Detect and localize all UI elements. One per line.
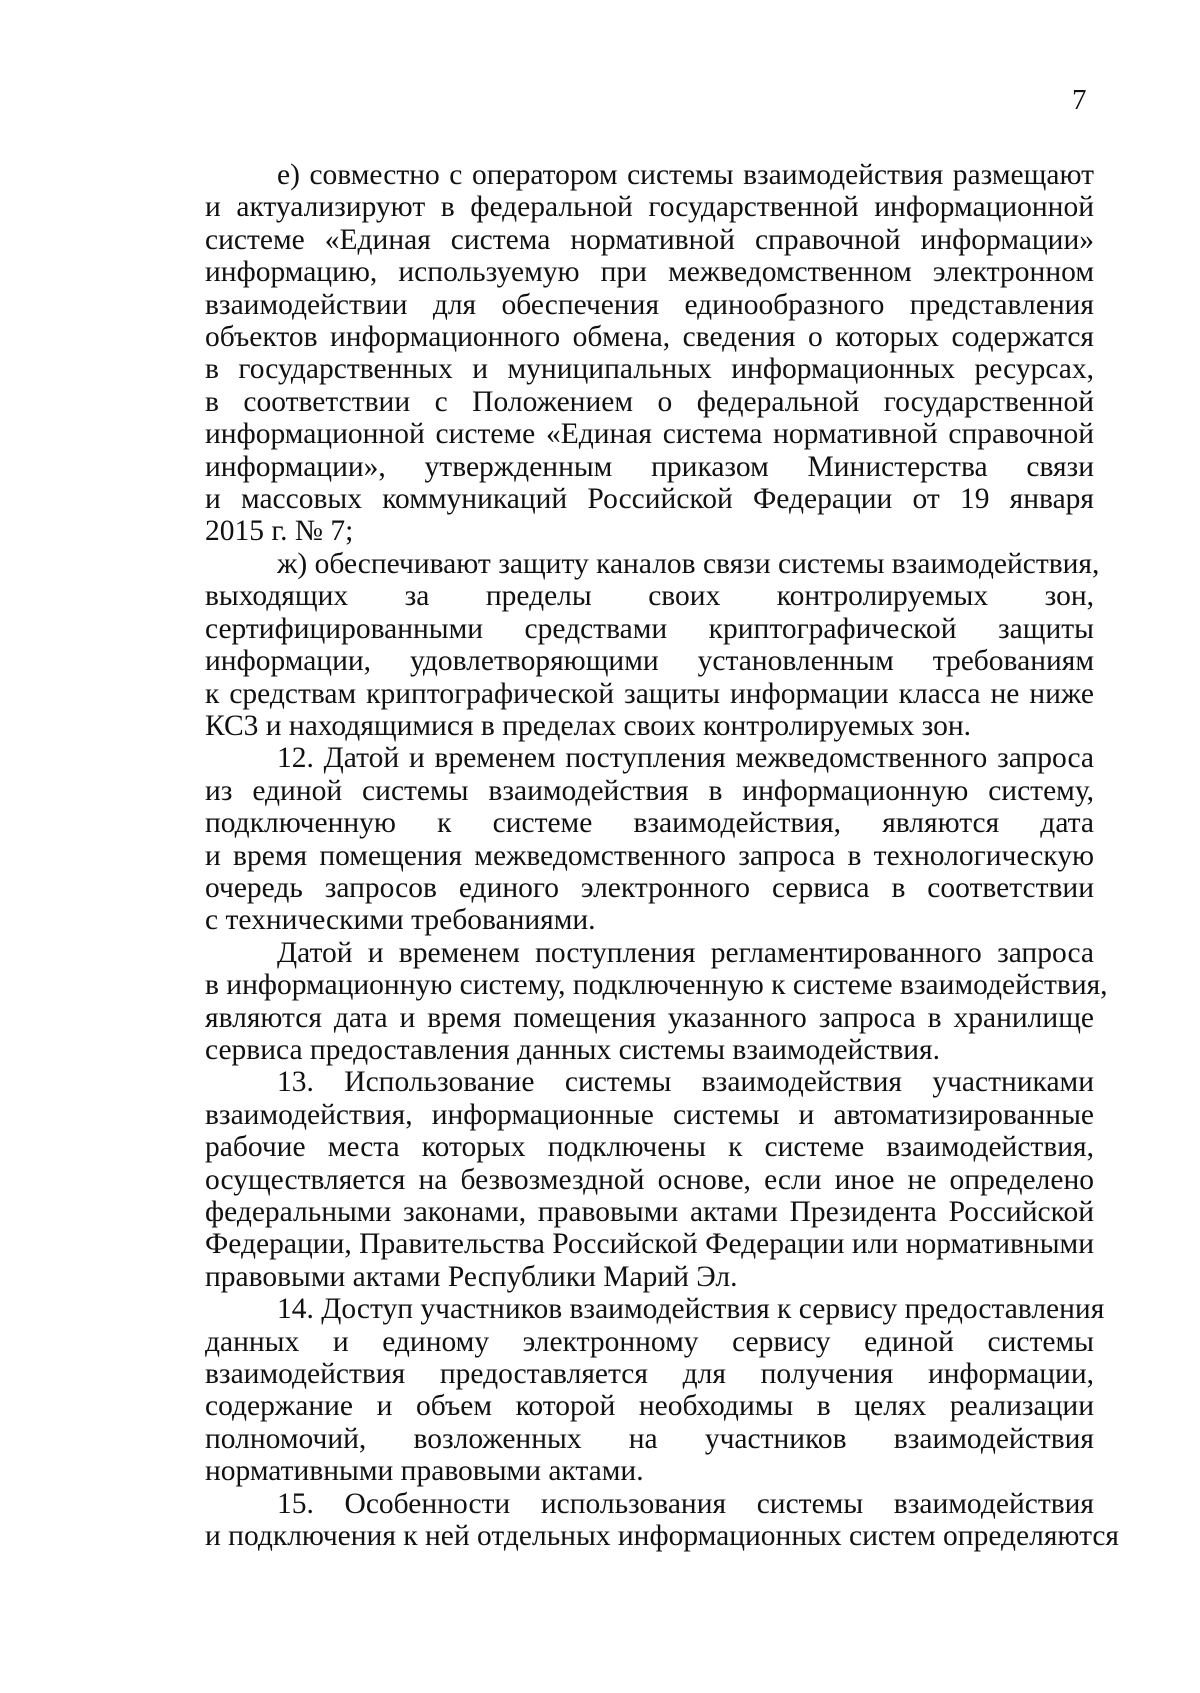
text-line: к средствам криптографической защиты информации класса не ниже xyxy=(205,677,1094,710)
text-line: 2015 г. № 7; xyxy=(205,515,354,548)
text-line: Датой и временем поступления регламентированного запроса xyxy=(277,936,1094,969)
text-line: выходящих за пределы своих контролируемых зон, xyxy=(205,580,1094,613)
text-line: и время помещения межведомственного запроса в технологическую xyxy=(205,839,1094,872)
text-line: КС3 и находящимися в пределах своих контролируемых зон. xyxy=(205,709,972,742)
text-line: информацию, используемую при межведомственном электронном xyxy=(205,256,1094,289)
text-line: информации», утвержденным приказом Министерства связи xyxy=(205,450,1094,483)
text-line: подключенную к системе взаимодействия, являются дата xyxy=(205,807,1094,840)
text-line: Федерации, Правительства Российской Федерации или нормативными xyxy=(205,1228,1094,1261)
text-line: осуществляется на безвозмездной основе, если иное не определено xyxy=(205,1163,1094,1196)
text-line: взаимодействия предоставляется для получения информации, xyxy=(205,1358,1094,1391)
text-line: системе «Единая система нормативной справочной информации» xyxy=(205,223,1094,256)
paragraph-para-12 xyxy=(205,742,1094,936)
text-line: е) совместно с оператором системы взаимодействия размещают xyxy=(277,159,1094,191)
document-body xyxy=(205,159,1119,1553)
text-line: 13. Использование системы взаимодействия участниками xyxy=(277,1066,1094,1099)
text-line: 14. Доступ участников взаимодействия к сервису предоставления xyxy=(277,1293,1105,1326)
text-line: объектов информационного обмена, сведения о которых содержатся xyxy=(205,321,1094,354)
text-line: информационной системе «Единая система нормативной справочной xyxy=(205,418,1094,451)
paragraph-para-15 xyxy=(205,1487,1119,1553)
paragraph-para-e xyxy=(205,159,1094,548)
paragraph-para-12b xyxy=(205,936,1108,1067)
paragraph-para-13 xyxy=(205,1066,1094,1293)
text-line: и массовых коммуникаций Российской Федерации от 19 января xyxy=(205,483,1094,516)
text-line: рабочие места которых подключены к системе взаимодействия, xyxy=(205,1131,1094,1164)
text-line: и актуализируют в федеральной государственной информационной xyxy=(205,191,1094,224)
text-line: ж) обеспечивают защиту каналов связи системы взаимодействия, xyxy=(277,547,1100,580)
text-line: взаимодействия, информационные системы и автоматизированные xyxy=(205,1098,1094,1131)
text-line: в соответствии с Положением о федеральной государственной xyxy=(205,385,1094,418)
text-line: содержание и объем которой необходимы в целях реализации xyxy=(205,1390,1094,1423)
text-line: в информационную систему, подключенную к системе взаимодействия, xyxy=(205,969,1108,1002)
text-line: из единой системы взаимодействия в информационную систему, xyxy=(205,774,1094,807)
text-line: сертифицированными средствами криптографической защиты xyxy=(205,612,1094,645)
page-number: 7 xyxy=(1072,84,1087,116)
paragraph-para-14 xyxy=(205,1293,1105,1488)
text-line: полномочий, возложенных на участников взаимодействия xyxy=(205,1422,1094,1455)
text-line: являются дата и время помещения указанного запроса в хранилище xyxy=(205,1001,1094,1034)
text-line: нормативными правовыми актами. xyxy=(205,1455,644,1488)
text-line: с техническими требованиями. xyxy=(205,904,596,937)
text-line: сервиса предоставления данных системы взаимодействия. xyxy=(205,1033,940,1066)
text-line: очередь запросов единого электронного сервиса в соответствии xyxy=(205,871,1094,904)
text-line: 12. Датой и временем поступления межведомственного запроса xyxy=(277,742,1094,775)
text-line: данных и единому электронному сервису единой системы xyxy=(205,1325,1094,1358)
text-line: информации, удовлетворяющими установленным требованиям xyxy=(205,645,1094,678)
text-line: в государственных и муниципальных информационных ресурсах, xyxy=(205,353,1094,386)
text-line: федеральными законами, правовыми актами Президента Российской xyxy=(205,1196,1094,1228)
paragraph-para-zh xyxy=(205,547,1100,742)
text-line: и подключения к ней отдельных информационных систем определяются xyxy=(205,1520,1119,1553)
text-line: правовыми актами Республики Марий Эл. xyxy=(205,1260,738,1293)
text-line: 15. Особенности использования системы взаимодействия xyxy=(277,1487,1094,1520)
text-line: взаимодействии для обеспечения единообразного представления xyxy=(205,288,1094,321)
